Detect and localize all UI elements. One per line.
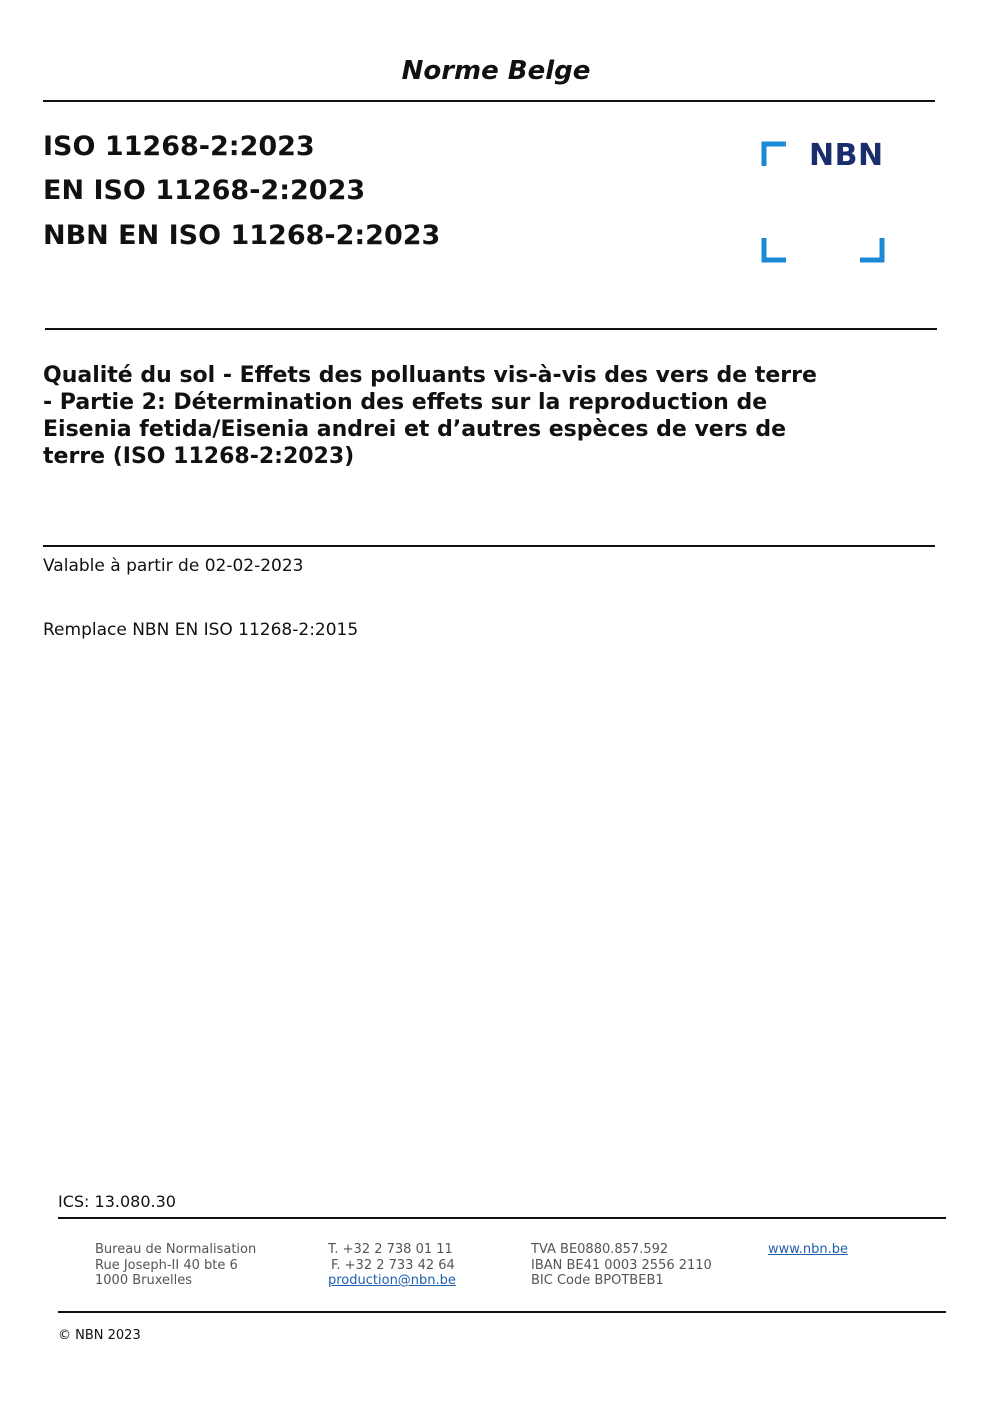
- replaces-standard: Remplace NBN EN ISO 11268-2:2015: [43, 620, 359, 640]
- footer-address: [95, 1242, 256, 1289]
- header-divider: [43, 100, 935, 102]
- ics-code: ICS: 13.080.30: [58, 1192, 176, 1211]
- validity-date: Valable à partir de 02-02-2023: [43, 556, 304, 576]
- title-line: Qualité du sol - Effets des polluants vis-à-vis des vers de terre: [43, 363, 817, 388]
- footer-bank: [531, 1242, 712, 1289]
- email-link[interactable]: production@nbn.be: [328, 1273, 456, 1288]
- title-line: - Partie 2: Détermination des effets sur la reproduction de: [43, 390, 768, 415]
- footer-contact: [328, 1242, 456, 1289]
- document-title: [43, 362, 883, 470]
- website-link[interactable]: www.nbn.be: [768, 1242, 848, 1257]
- title-divider: [43, 545, 935, 547]
- bic-code: BIC Code BPOTBEB1: [531, 1273, 664, 1288]
- standard-number-iso: ISO 11268-2:2023: [43, 131, 315, 162]
- footer-bottom-divider: [58, 1311, 946, 1313]
- footer-website: [768, 1242, 848, 1258]
- nbn-logo-text: NBN: [809, 138, 884, 173]
- phone-number: T. +32 2 738 01 11: [328, 1242, 453, 1257]
- address-line: 1000 Bruxelles: [95, 1273, 193, 1288]
- fax-number: F. +32 2 733 42 64: [331, 1257, 455, 1273]
- iban-number: IBAN BE41 0003 2556 2110: [531, 1257, 712, 1273]
- title-line: Eisenia fetida/Eisenia andrei et d’autres espèces de vers de: [43, 417, 787, 442]
- title-line: terre (ISO 11268-2:2023): [43, 444, 355, 469]
- standard-number-en: EN ISO 11268-2:2023: [43, 175, 366, 206]
- page-header-title: Norme Belge: [401, 56, 591, 86]
- footer-top-divider: [58, 1217, 946, 1219]
- standards-divider: [45, 328, 937, 330]
- vat-number: TVA BE0880.857.592: [531, 1242, 669, 1257]
- nbn-logo: [760, 140, 890, 268]
- address-line: Bureau de Normalisation: [95, 1242, 257, 1257]
- standard-number-nbn: NBN EN ISO 11268-2:2023: [43, 220, 441, 251]
- copyright-notice: © NBN 2023: [58, 1328, 141, 1343]
- address-line: Rue Joseph-II 40 bte 6: [95, 1257, 238, 1273]
